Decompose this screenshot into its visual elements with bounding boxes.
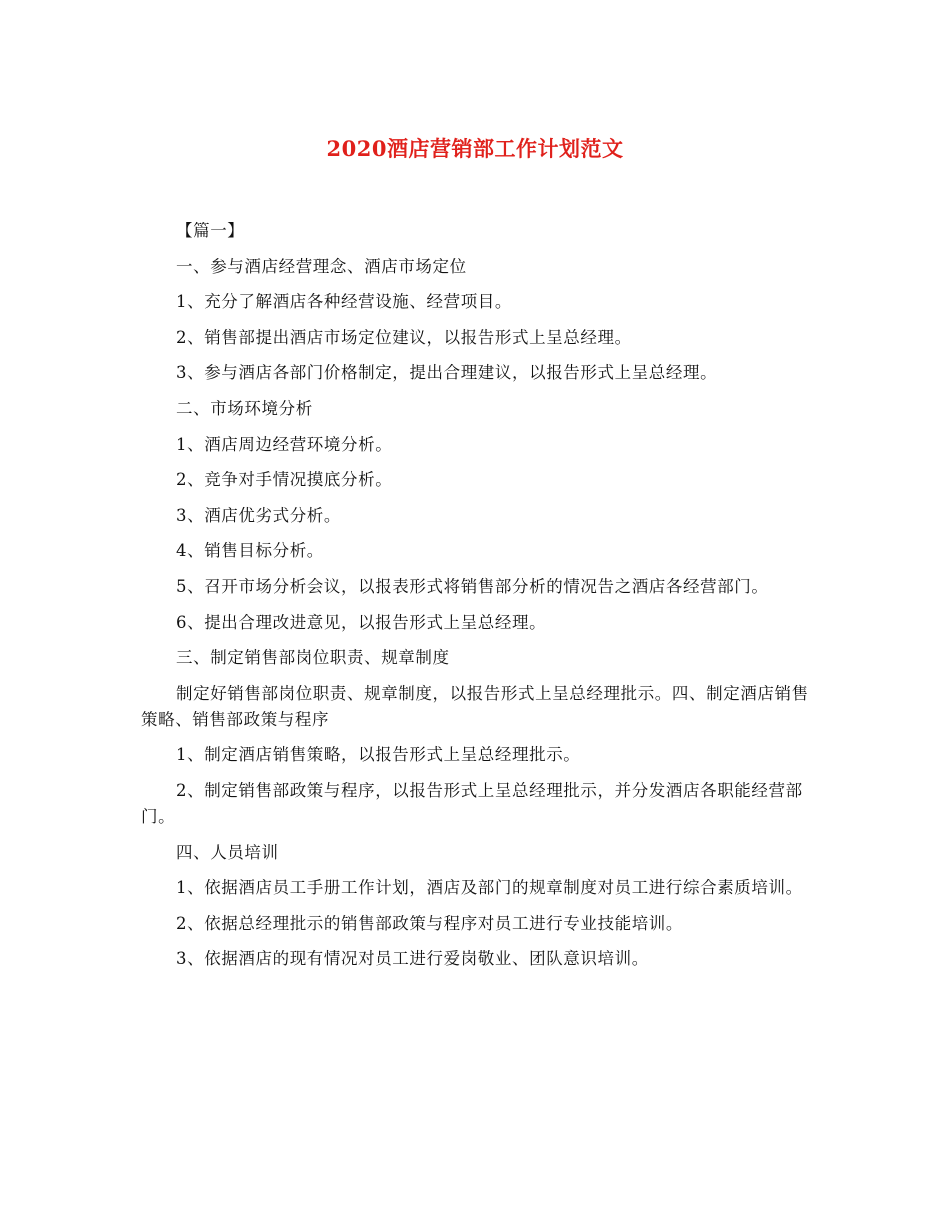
- section-heading-3: 三、制定销售部岗位职责、规章制度: [176, 648, 450, 668]
- section-heading-2: 二、市场环境分析: [176, 398, 313, 418]
- list-item: 2、竞争对手情况摸底分析。: [176, 470, 393, 490]
- list-item: 1、充分了解酒店各种经营设施、经营项目。: [176, 292, 512, 312]
- document-body: [141, 218, 811, 982]
- list-item: 2、制定销售部政策与程序，以报告形式上呈总经理批示，并分发酒店各职能经营部门。: [141, 780, 803, 826]
- section-header-part-one: 【篇一】: [176, 221, 245, 240]
- list-item: 5、召开市场分析会议，以报表形式将销售部分析的情况告之酒店各经营部门。: [176, 576, 769, 596]
- list-item: 1、酒店周边经营环境分析。: [176, 434, 393, 454]
- list-item: 2、依据总经理批示的销售部政策与程序对员工进行专业技能培训。: [176, 913, 683, 933]
- list-item: 1、依据酒店员工手册工作计划，酒店及部门的规章制度对员工进行综合素质培训。: [176, 878, 803, 898]
- list-item: 3、酒店优劣式分析。: [176, 505, 341, 525]
- paragraph: 制定好销售部岗位职责、规章制度，以报告形式上呈总经理批示。四、制定酒店销售策略、销售部政策与程序: [141, 683, 809, 729]
- list-item: 6、提出合理改进意见，以报告形式上呈总经理。: [176, 612, 547, 632]
- list-item: 3、依据酒店的现有情况对员工进行爱岗敬业、团队意识培训。: [176, 949, 649, 969]
- list-item: 4、销售目标分析。: [176, 541, 324, 561]
- list-item: 2、销售部提出酒店市场定位建议，以报告形式上呈总经理。: [176, 327, 632, 347]
- list-item: 1、制定酒店销售策略，以报告形式上呈总经理批示。: [176, 745, 581, 765]
- section-heading-4: 四、人员培训: [176, 842, 279, 862]
- list-item: 3、参与酒店各部门价格制定，提出合理建议，以报告形式上呈总经理。: [176, 363, 718, 383]
- document-title: 2020酒店营销部工作计划范文: [326, 136, 624, 161]
- section-heading-1: 一、参与酒店经营理念、酒店市场定位: [176, 256, 467, 276]
